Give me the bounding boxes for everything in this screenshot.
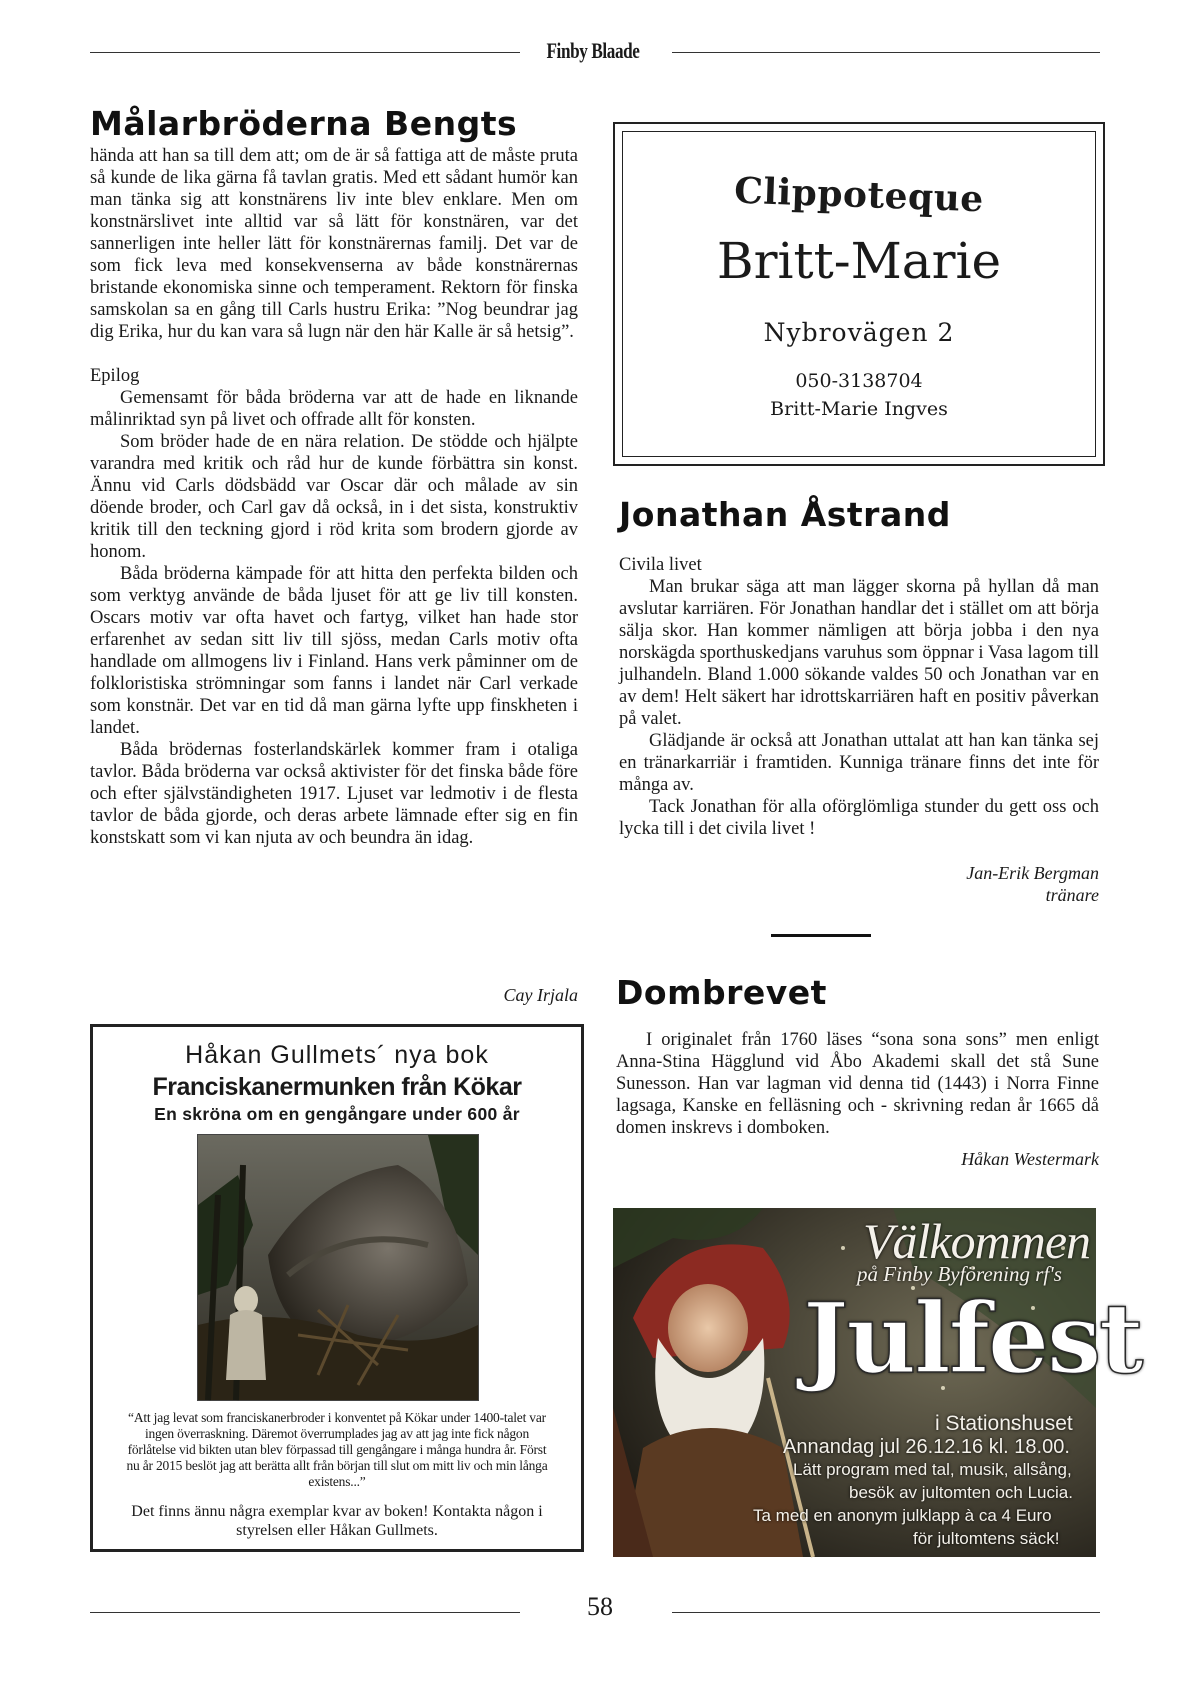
author-role: tränare [1045,885,1099,905]
clippoteque-contact: Britt-Marie Ingves [770,398,948,420]
article-heading-jonathan: Jonathan Åstrand [619,495,951,534]
running-title: Finby Blaade [546,38,640,63]
article-heading-dombrevet: Dombrevet [616,973,827,1012]
section-divider [771,934,871,937]
program-text: besök av jultomten och Lucia. [849,1483,1073,1502]
julfest-advert [613,1208,1142,1557]
host-text: på Finby Byförening rf's [857,1262,1062,1286]
book-title: Franciskanermunken från Kökar [152,1073,522,1101]
gift-text: för jultomtens säck! [913,1529,1060,1548]
date-time-text: Annandag jul 26.12.16 kl. 18.00. [783,1436,1070,1458]
welcome-text: Välkommen [863,1213,1091,1269]
book-cover-photo [197,1134,479,1401]
epilog-label: Epilog [90,366,140,386]
clippoteque-name: Clippoteque [733,169,985,221]
paragraph: Glädjande är också att Jonathan uttalat att han kan tänka sej en tränarkarriär i framtiden. Kunniga tränare finns det inte för många av. [619,731,1099,795]
author-signature: Jan-Erik Bergman [966,863,1099,883]
article-body-malarbroderna [90,145,578,849]
forest-monk-image [198,1135,478,1400]
clippoteque-advert-inner-frame [622,131,1096,457]
article-heading-malarbroderna: Målarbröderna Bengts [90,104,518,143]
paragraph: Båda bröderna kämpade för att hitta den perfekta bilden och som verktyg använde de båda ljuset för att ge liv till konsten. Oscars motiv var ofta havet och fartyg, vilket han hade stor erfarenhet av sedan sitt liv till sjöss, medan Carls motiv ofta handlade om allmogens liv i Finland. Hans verk påminner om de folkloristiska strömningar som fanns i landet när Carl verkade som konstnär. Det var en tid då man gärna lyfte upp finskheten i landet. [90,564,578,738]
paragraph: I originalet från 1760 läses “sona sona sons” men enligt Anna-Stina Hägglund vid Åbo Akademi skall det stå Sune Sunesson. Han var lagman vid denna tid (1443) i Norra Finne lagsaga, Kanske en felläsning och - skrivning redan år 1665 då domen inskrevs i domboken. [616,1030,1099,1138]
event-title: Julfest [803,1282,1142,1395]
book-quote: “Att jag levat som franciskanerbroder i konventet på Kökar under 1400-talet var ingen överraskning. Däremot överrumplades jag av att jag inte fick någon förlåtelse vid bikten utan blev förpassad till gengångare i många hundra år. Först nu år 2015 beslöt jag att berätta allt från början till slut om mitt liv och min långa existens...” [126,1410,548,1489]
clippoteque-street: Nybrovägen 2 [763,318,955,347]
article-body-jonathan [619,554,1099,840]
gift-text: Ta med en anonym julklapp à ca 4 Euro [753,1506,1052,1525]
book-subtitle: En skröna om en gengångare under 600 år [154,1104,520,1124]
header-rule-right [672,52,1100,53]
paragraph: Gemensamt för båda bröderna var att de hade en liknande målinriktad syn på livet och offrade allt för konsten. [90,388,578,430]
footer-rule-right [672,1612,1100,1613]
clippoteque-advert [613,122,1105,466]
book-advert-author-line: Håkan Gullmets´ nya bok [185,1041,489,1069]
footer-rule-left [90,1612,520,1613]
page-number: 58 [587,1592,613,1621]
author-signature: Cay Irjala [503,985,578,1005]
book-call-to-action: Det finns ännu några exemplar kvar av boken! Kontakta någon i styrelsen eller Håkan Gullmets. [131,1503,543,1539]
clippoteque-phone: 050-3138704 [795,370,923,392]
book-advert [90,1024,584,1552]
paragraph: Båda brödernas fosterlandskärlek kommer fram i otaliga tavlor. Båda bröderna var också aktivister för det finska både före och efter självständigheten 1917. Ljuset var ledmotiv i de flesta tavlor de båda gjorde, och deras arbete lämnade efter sig en fin konstskatt som vi kan njuta av och beundra än idag. [90,740,578,848]
subheading: Civila livet [619,555,702,575]
article-body-dombrevet [616,1029,1099,1139]
program-text: Lätt program med tal, musik, allsång, [793,1460,1072,1479]
paragraph: hända att han sa till dem att; om de är så fattiga att de måste pruta så kunde de lika gärna få tavlan gratis. Med ett sådant humör kan man tänka sig att konstnärens liv inte blev enklare. Men om konstnärslivet inte alltid var så lätt för konstnären, var det sannerligen inte heller lätt för konstnärernas familj. Det var de som fick leva med konsekvenserna av både konstnärernas bristande ekonomiska sinne och temperament. Rektorn för finska samskolan sa en gång till Carls hustru Erika: ”Nog beundrar jag dig Erika, hur du kan vara så lugn när den här Kalle är så hetsig”. [90,146,578,342]
venue-text: i Stationshuset [935,1412,1073,1435]
author-signature: Håkan Westermark [961,1149,1099,1169]
paragraph: Som bröder hade de en nära relation. De stödde och hjälpte varandra med kritik och råd hur de kunde förbättra sin konst. Ännu vid Carls dödsbädd var Oscar där och målade av sin döende broder, och Carl gav då också, in i det sista, konstruktiv kritik till den teckning gjord i röd krita som brodern gjorde av honom. [90,432,578,562]
paragraph: Tack Jonathan för alla oförglömliga stunder du gett oss och lycka till i det civila livet ! [619,797,1099,839]
paragraph: Man brukar säga att man lägger skorna på hyllan då man avslutar karriären. För Jonathan handlar det i stället om att börja sälja skor. Han kommer nämligen att börja jobba i den nya norskägda sporthuskedjans varuhus som öppnar i Vasa lagom till julhandeln. Bland 1.000 sökande valdes 50 och Jonathan var en av dem! Helt säkert har idrottskarriären haft en positiv påverkan på valet. [619,577,1099,729]
header-rule-left [90,52,520,53]
clippoteque-owner: Britt-Marie [716,232,1002,290]
